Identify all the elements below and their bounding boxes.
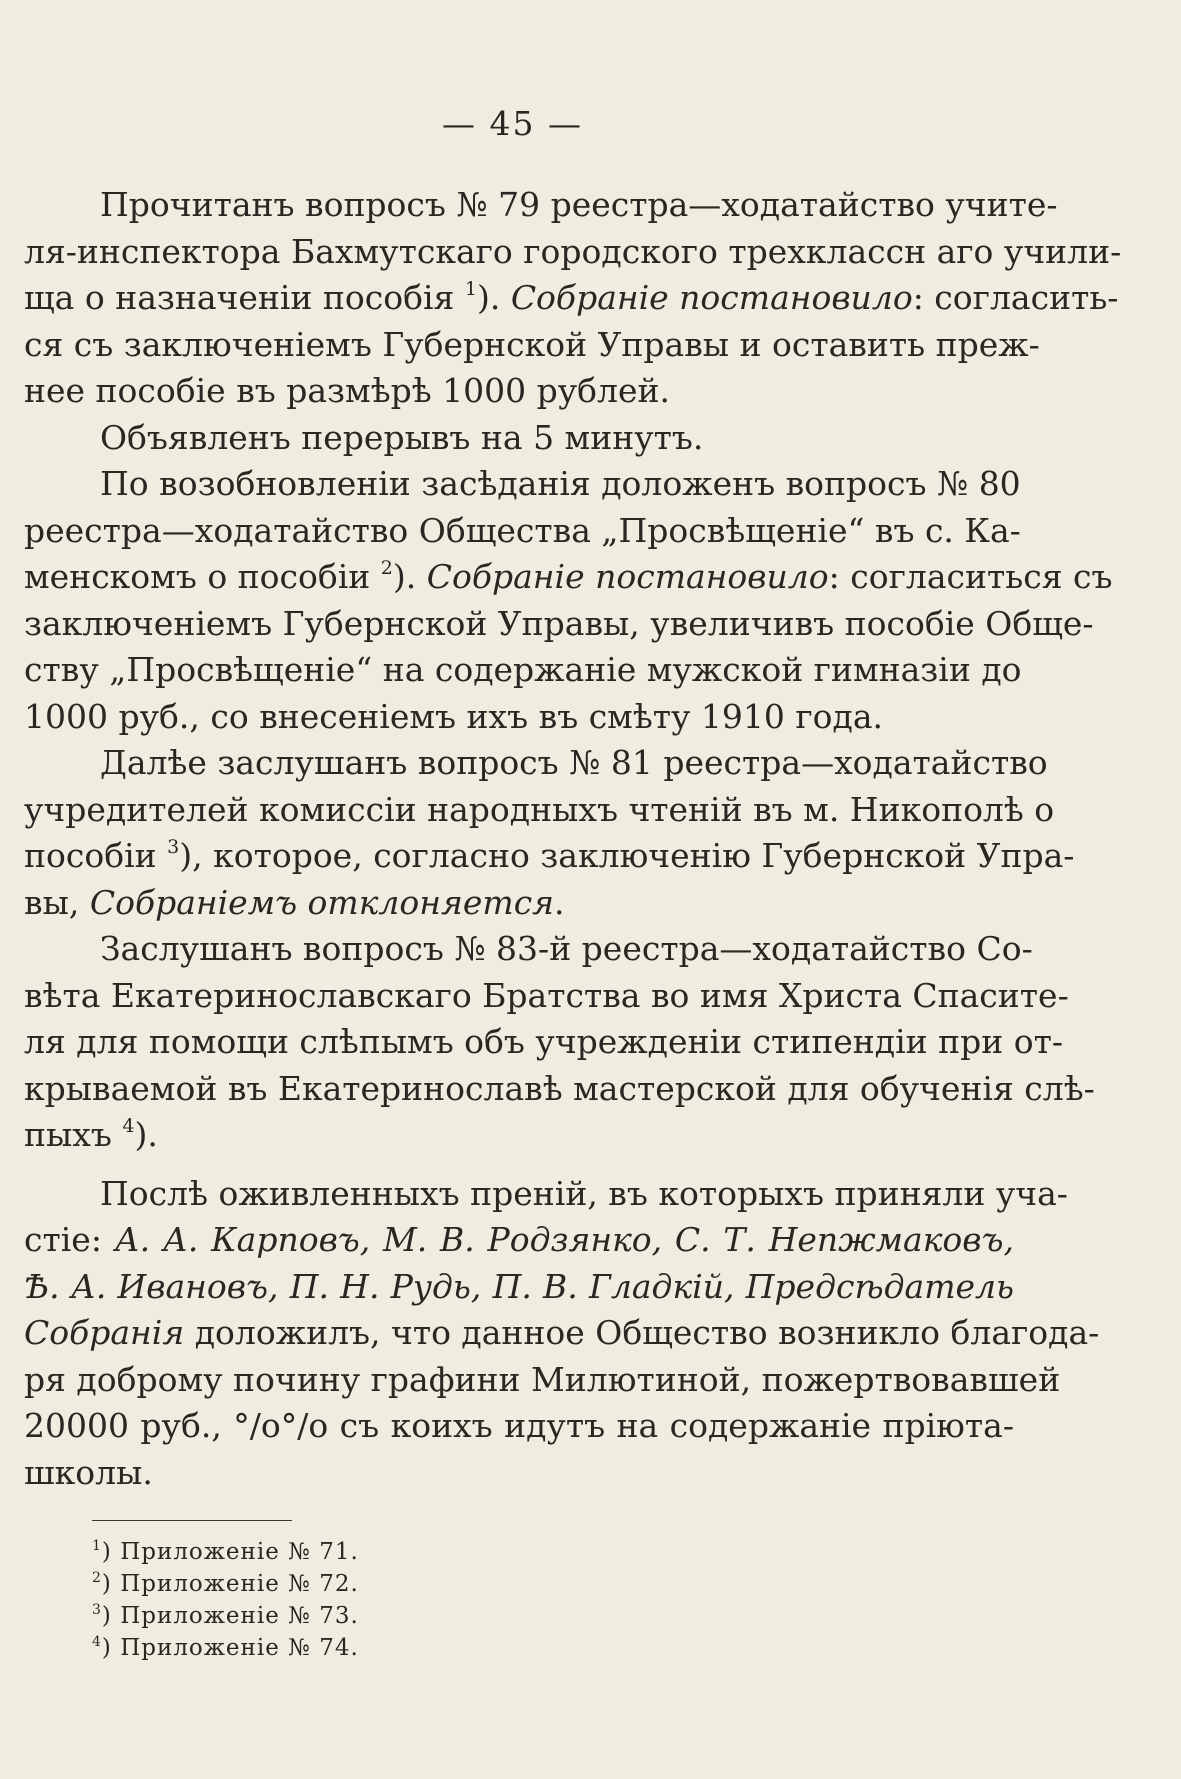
footnote-divider [92, 1520, 292, 1521]
text-line: менскомъ о пособiи $^2$). Собранiе постановило: согласиться съ [24, 557, 1113, 596]
footnote-ref: 3 [167, 836, 180, 858]
text-line: Объявленъ перерывъ на 5 минутъ. [100, 417, 704, 457]
footnotes [92, 1536, 492, 1664]
main-text [24, 182, 1122, 1496]
text-line: Ѣ. А. Ивановъ, П. Н. Рудь, П. В. Гладкiй, Предсѣдатель [24, 1266, 1014, 1306]
text-line: вѣта Екатеринославскаго Братства во имя Христа Спасите- [24, 975, 1069, 1015]
text-line: крываемой въ Екатеринославѣ мастерской для обученiя слѣ- [24, 1068, 1095, 1108]
text-line: Прочитанъ вопросъ № 79 реестра—ходатайство учите- [100, 185, 1058, 224]
text-line: ству „Просвѣщенiе“ на содержанiе мужской гимназiи до [24, 650, 1022, 689]
footnote-ref: 2 [380, 557, 393, 579]
footnote: $^2$) Приложенiе № 72. [92, 1570, 359, 1597]
text-line: По возобновленiи засѣданiя доложенъ вопросъ № 80 [100, 464, 1021, 503]
text-line: вы, Собранiемъ отклоняется. [24, 882, 565, 922]
text-line: Далѣе заслушанъ вопросъ № 81 реестра—ходатайство [100, 743, 1048, 782]
footnote-ref: 1 [464, 278, 477, 300]
text-line: Собранiя доложилъ, что данное Общество возникло благода- [24, 1313, 1100, 1352]
text-line: ля-инспектора Бахмутскаго городского трехклассн аго учили- [24, 231, 1122, 271]
text-line: 20000 руб., °/о°/о съ коихъ идутъ на содержанiе прiюта- [24, 1406, 1014, 1445]
text-line: ря доброму почину графини Милютиной, пожертвовавшей [24, 1359, 1061, 1399]
footnote-ref: 4 [122, 1115, 135, 1137]
text-line: Заслушанъ вопросъ № 83-й реестра—ходатайство Со- [100, 929, 1033, 968]
text-line: школы. [24, 1452, 153, 1492]
footnote: $^1$) Приложенiе № 71. [92, 1538, 359, 1565]
text-line: Послѣ оживленныхъ пренiй, въ которыхъ приняли уча- [100, 1173, 1068, 1213]
text-line: учредителей комиссiи народныхъ чтенiй въ м. Никополѣ о [24, 789, 1055, 829]
text-line: ся съ заключенiемъ Губернской Управы и оставить преж- [24, 324, 1040, 364]
text-line: нее пособiе въ размѣрѣ 1000 рублей. [24, 371, 670, 410]
text-line: ща о назначенiи пособiя $^1$). Собранiе постановило: согласить- [24, 278, 1119, 317]
text-line: реестра—ходатайство Общества „Просвѣщенiе“ въ с. Ка- [24, 510, 1021, 550]
text-line: ля для помощи слѣпымъ объ учрежденiи стипендiи при от- [24, 1022, 1064, 1061]
text-line: пыхъ $^4$). [24, 1115, 158, 1154]
footnote: $^3$) Приложенiе № 73. [92, 1602, 359, 1629]
footnote: $^4$) Приложенiе № 74. [92, 1634, 359, 1661]
text-line: пособiи $^3$), которое, согласно заключенiю Губернской Упра- [24, 836, 1075, 875]
text-line: заключенiемъ Губернской Управы, увеличивъ пособiе Обще- [24, 603, 1094, 643]
page-number: — 45 — [442, 104, 583, 143]
text-line: стiе: А. А. Карповъ, М. В. Родзянко, С. Т. Непжмаковъ, [24, 1220, 1014, 1259]
text-line: 1000 руб., со внесенiемъ ихъ въ смѣту 1910 года. [24, 696, 884, 736]
